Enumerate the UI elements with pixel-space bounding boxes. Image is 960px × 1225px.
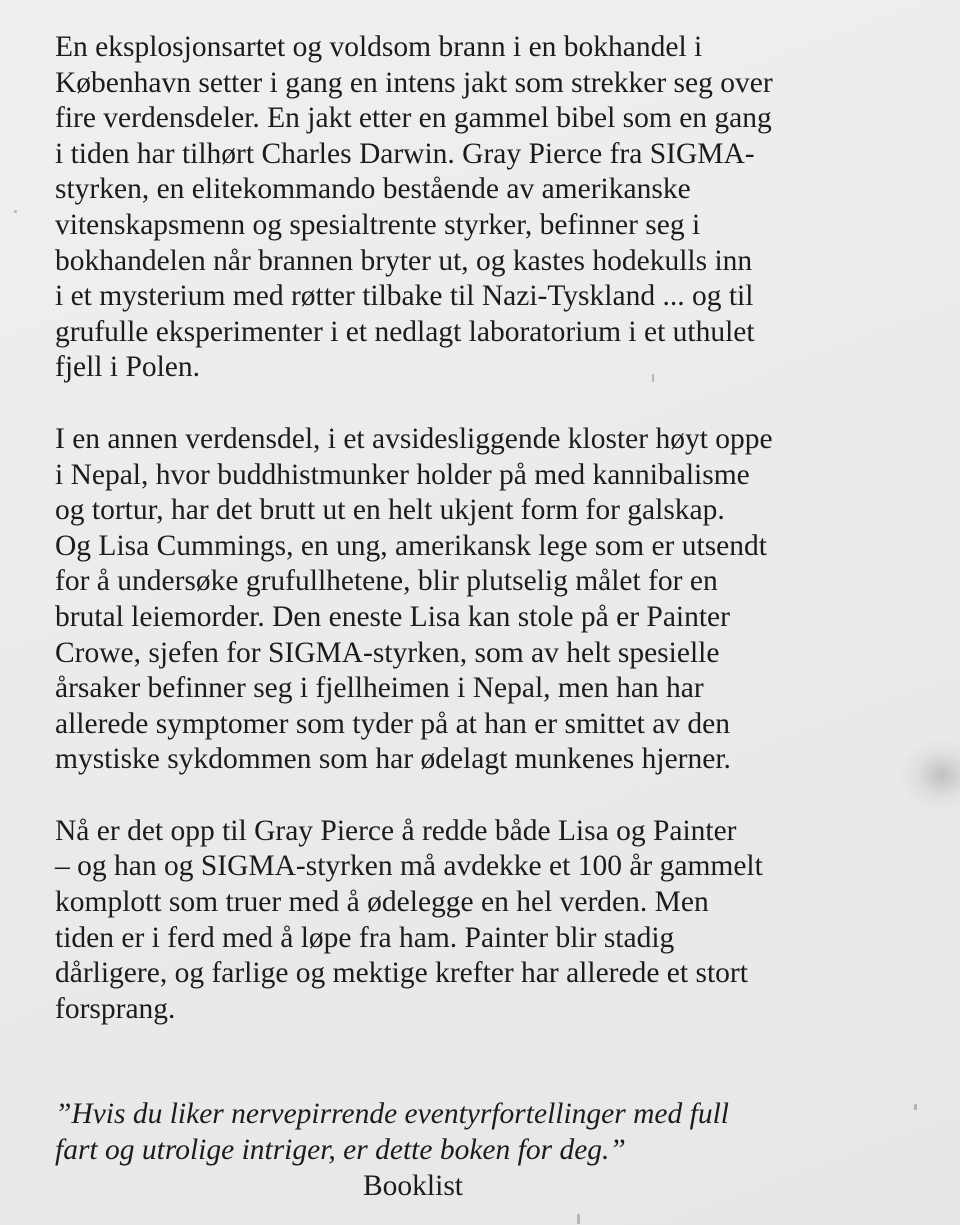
- print-speck: [14, 210, 17, 213]
- text-line: Og Lisa Cummings, en ung, amerikansk lege som er utsendt: [55, 529, 767, 562]
- text-line: fjell i Polen.: [55, 351, 201, 384]
- text-line: i et mysterium med røtter tilbake til Nazi-Tyskland ... og til: [55, 280, 754, 313]
- text-line: Nå er det opp til Gray Pierce å redde både Lisa og Painter: [55, 814, 737, 847]
- text-line: grufulle eksperimenter i et nedlagt laboratorium i et uthulet: [55, 315, 755, 348]
- text-line: forsprang.: [55, 992, 176, 1025]
- text-line: i tiden har tilhørt Charles Darwin. Gray Pierce fra SIGMA-: [55, 137, 755, 170]
- print-speck: [914, 1104, 917, 1110]
- book-back-cover-text: [55, 30, 905, 1204]
- text-line: vitenskapsmenn og spesialtrente styrker, befinner seg i: [55, 208, 701, 241]
- quote-line: ”Hvis du liker nervepirrende eventyrfortellinger med full: [55, 1098, 729, 1131]
- text-line: I en annen verdensdel, i et avsidesliggende kloster høyt oppe: [55, 422, 773, 455]
- text-line: – og han og SIGMA-styrken må avdekke et 100 år gammelt: [55, 850, 763, 883]
- text-line: København setter i gang en intens jakt som strekker seg over: [55, 66, 773, 99]
- text-line: mystiske sykdommen som har ødelagt munkenes hjerner.: [55, 743, 731, 776]
- text-line: årsaker befinner seg i fjellheimen i Nepal, men han har: [55, 672, 704, 705]
- text-line: for å undersøke grufullhetene, blir plutselig målet for en: [55, 565, 718, 598]
- print-speck: [652, 374, 654, 382]
- text-line: allerede symptomer som tyder på at han er smittet av den: [55, 707, 730, 740]
- text-line: komplott som truer med å ødelegge en hel verden. Men: [55, 886, 709, 919]
- text-line: En eksplosjonsartet og voldsom brann i en bokhandel i: [55, 31, 703, 63]
- text-line: dårligere, og farlige og mektige krefter har allerede et stort: [55, 957, 748, 990]
- paragraph-2: [55, 422, 905, 778]
- text-line: fire verdensdeler. En jakt etter en gammel bibel som en gang: [55, 102, 772, 135]
- text-line: styrken, en elitekommando bestående av amerikanske: [55, 173, 691, 206]
- paragraph-1: [55, 30, 905, 386]
- text-line: og tortur, har det brutt ut en helt ukjent form for galskap.: [55, 494, 725, 527]
- text-line: bokhandelen når brannen bryter ut, og kastes hodekulls inn: [55, 244, 753, 277]
- paragraph-3: [55, 814, 905, 1028]
- text-line: Crowe, sjefen for SIGMA-styrken, som av helt spesielle: [55, 636, 720, 669]
- quote-source: Booklist: [363, 1169, 463, 1202]
- text-line: i Nepal, hvor buddhistmunker holder på med kannibalisme: [55, 458, 750, 491]
- review-quote: [55, 1097, 905, 1168]
- page-smudge: [900, 740, 960, 810]
- text-line: tiden er i ferd med å løpe fra ham. Painter blir stadig: [55, 921, 675, 954]
- text-line: brutal leiemorder. Den eneste Lisa kan stole på er Painter: [55, 600, 730, 633]
- quote-line: fart og utrolige intriger, er dette boken for deg.”: [55, 1134, 626, 1167]
- print-speck: [577, 1214, 580, 1224]
